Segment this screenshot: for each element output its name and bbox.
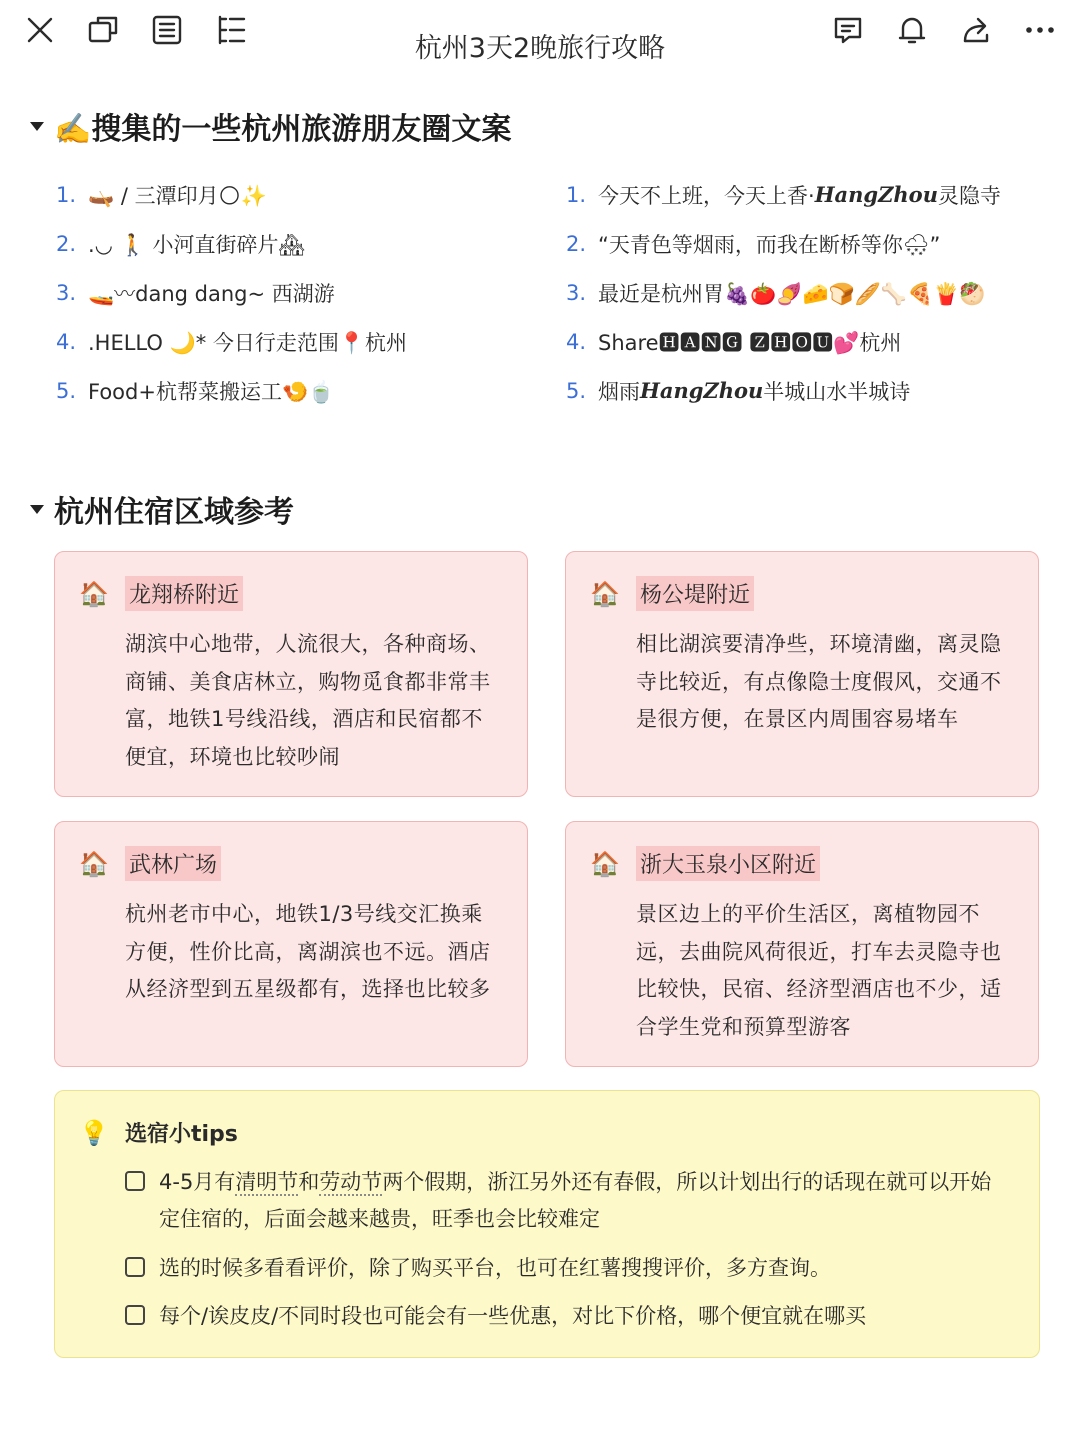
lodging-card [54,551,528,797]
todo-text: 选的时候多看看评价，除了购买平台，也可在红薯搜搜评价，多方查询。 [159,1256,831,1280]
list-item: 4. Share🅷🅰🅽🅶 🆉🅷🅾🆄💕杭州 [566,329,902,355]
todo-item [125,1298,999,1335]
more-icon[interactable] [1020,10,1060,50]
list-item: 1. 🛶 / 三潭印月🌕✨ [56,182,267,208]
checkbox[interactable] [125,1171,145,1191]
tips-title: 选宿小tips [125,1122,238,1147]
captions-list-right [566,170,1001,415]
card-title: 武林广场 [125,846,221,881]
section-heading-captions [30,104,511,148]
lightbulb-icon: 💡 [79,1118,109,1147]
card-body: 湖滨中心地带，人流很大，各种商场、商铺、美食店林立，购物觅食都非常丰富，地铁1号线沿线，酒店和民宿都不便宜，环境也比较吵闹 [125,632,491,769]
outline-icon[interactable] [147,10,187,50]
window-icon[interactable] [83,10,123,50]
share-icon[interactable] [956,10,996,50]
house-icon: 🏠 [79,849,109,878]
collapse-caret-icon[interactable] [30,122,44,131]
collapse-caret-icon[interactable] [30,505,44,514]
captions-list-left [56,170,407,415]
lodging-card [565,551,1039,797]
section-heading-lodging [30,487,294,531]
card-title: 龙翔桥附近 [125,576,243,611]
list-indent-icon[interactable] [211,10,251,50]
top-toolbar [0,0,1080,66]
list-item: 3. 最近是杭州胃🍇🍅🍠🧀🍞🥖🦴🍕🍟🥙 [566,280,986,306]
list-item: 2. .◡ 🚶 小河直街碎片🏘 [56,231,306,257]
checkbox[interactable] [125,1257,145,1277]
card-title: 杨公堤附近 [636,576,754,611]
list-item: 3. 🚤〰dang dang~ 西湖游 [56,280,335,306]
list-item: 2. “天青色等烟雨，而我在断桥等你🌨” [566,231,941,257]
checkbox[interactable] [125,1305,145,1325]
todo-item [125,1250,999,1287]
card-body: 相比湖滨要清净些，环境清幽，离灵隐寺比较近，有点像隐士度假风，交通不是很方便，在景区内周围容易堵车 [636,632,1002,731]
tips-callout [54,1090,1040,1358]
list-item: 4. .HELLO 🌙* 今日行走范围📍杭州 [56,329,408,355]
document-title: 杭州3天2晚旅行攻略 [414,33,666,64]
section-title: 杭州住宿区域参考 [54,495,294,530]
card-body: 景区边上的平价生活区，离植物园不远，去曲院风荷很近，打车去灵隐寺也比较快，民宿、经济型酒店也不少，适合学生党和预算型游客 [636,902,1002,1039]
todo-item [125,1164,999,1238]
lodging-card [565,821,1039,1067]
house-icon: 🏠 [79,579,109,608]
todo-text: 每个/诶皮皮/不同时段也可能会有一些优惠，对比下价格，哪个便宜就在哪买 [159,1304,867,1328]
close-icon[interactable] [20,10,60,50]
list-item: 1. 今天不上班，今天上香· HangZhou 灵隐寺 [566,182,1001,208]
lodging-card [54,821,528,1067]
list-item: 5. 烟雨 HangZhou 半城山水半城诗 [566,378,911,404]
list-item: 5. Food+杭帮菜搬运工🍤🍵 [56,378,335,404]
house-icon: 🏠 [590,849,620,878]
comment-icon[interactable] [828,10,868,50]
section-title: ✍️搜集的一些杭州旅游朋友圈文案 [54,112,512,147]
card-title: 浙大玉泉小区附近 [636,846,820,881]
bell-icon[interactable] [892,10,932,50]
card-body: 杭州老市中心，地铁1/3号线交汇换乘方便，性价比高，离湖滨也不远。酒店从经济型到五星级都有，选择也比较多 [125,902,491,1001]
house-icon: 🏠 [590,579,620,608]
todo-text: 4-5月有清明节和劳动节两个假期，浙江另外还有春假，所以计划出行的话现在就可以开始定住宿的，后面会越来越贵，旺季也会比较难定 [159,1170,992,1231]
